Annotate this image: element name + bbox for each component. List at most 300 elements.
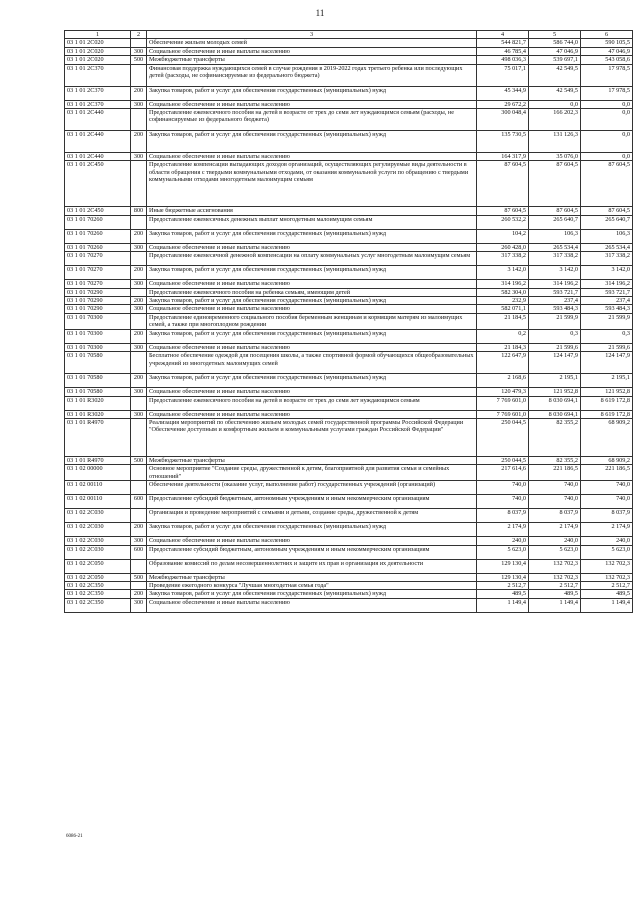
cell-value-2023: 240,0 [581,537,633,545]
cell-name: Предоставление ежемесячного пособия на детей в возрасте от трех до семи лет нуждающимся семьям [147,396,477,410]
cell-value-2023: 8 619 172,8 [581,396,633,410]
cell-type: 300 [131,343,147,351]
cell-value-2022: 35 076,0 [529,153,581,161]
cell-value-2022: 47 046,9 [529,47,581,55]
cell-value-2021: 0,2 [477,329,529,343]
cell-value-2023: 124 147,9 [581,352,633,374]
cell-code: 03 1 02 2C350 [65,581,131,589]
cell-name: Образование комиссий по делам несовершеннолетних и защите их прав и организация их деятельности [147,559,477,573]
cell-value-2022: 593 484,3 [529,305,581,313]
cell-name: Социальное обеспечение и иные выплаты населению [147,153,477,161]
cell-name: Предоставление субсидий бюджетным, автономным учреждениям и иным некоммерческим организациям [147,545,477,559]
table-row [65,465,633,481]
cell-code: 03 1 01 70260 [65,215,131,229]
cell-code: 03 1 01 2C370 [65,100,131,108]
cell-type: 200 [131,329,147,343]
cell-name: Обеспечение деятельности (оказание услуг, выполнение работ) государственных учреждений (организаций) [147,481,477,495]
cell-type [131,352,147,374]
cell-type: 300 [131,47,147,55]
cell-code: 03 1 01 2C370 [65,64,131,86]
cell-name: Закупка товаров, работ и услуг для обеспечения государственных (муниципальных) нужд [147,590,477,598]
cell-type: 200 [131,131,147,153]
table-row [65,280,633,288]
cell-name: Социальное обеспечение и иные выплаты населению [147,47,477,55]
cell-value-2021: 317 338,2 [477,252,529,266]
cell-code: 03 1 01 R4970 [65,418,131,456]
cell-value-2022: 87 604,5 [529,161,581,207]
cell-value-2022: 237,4 [529,297,581,305]
table-row [65,456,633,464]
cell-value-2023: 87 604,5 [581,161,633,207]
cell-type [131,509,147,523]
cell-code: 03 1 02 2C030 [65,545,131,559]
cell-code: 03 1 02 2C050 [65,573,131,581]
cell-value-2021: 87 604,5 [477,161,529,207]
cell-value-2022: 740,0 [529,495,581,509]
cell-type: 300 [131,100,147,108]
table-row [65,288,633,296]
cell-type: 300 [131,537,147,545]
column-header: 3 [147,31,477,39]
table-row [65,573,633,581]
table-body [65,39,633,612]
cell-type: 200 [131,374,147,388]
table-row [65,495,633,509]
cell-value-2021: 87 604,5 [477,207,529,215]
cell-name: Обеспечение жильем молодых семей [147,39,477,47]
cell-value-2023: 0,3 [581,329,633,343]
cell-type: 200 [131,297,147,305]
cell-value-2022: 314 196,2 [529,280,581,288]
cell-type: 300 [131,598,147,612]
cell-value-2023: 5 623,0 [581,545,633,559]
cell-code: 03 1 01 2C440 [65,109,131,131]
cell-value-2022: 240,0 [529,537,581,545]
cell-name: Финансовая поддержка нуждающихся семей в случае рождения в 2019-2022 годах третьего ребенка или последующих детей (расходы, не софинансируемые из федерального бюджета) [147,64,477,86]
cell-value-2023: 221 186,5 [581,465,633,481]
column-header: 5 [529,31,581,39]
table-row [65,388,633,396]
cell-name: Закупка товаров, работ и услуг для обеспечения государственных (муниципальных) нужд [147,266,477,280]
cell-value-2023: 543 058,6 [581,56,633,64]
cell-value-2023: 47 046,9 [581,47,633,55]
cell-type [131,465,147,481]
cell-code: 03 1 01 70300 [65,343,131,351]
cell-value-2021: 129 130,4 [477,559,529,573]
cell-type [131,581,147,589]
cell-code: 03 1 02 2C030 [65,523,131,537]
cell-value-2023: 590 105,5 [581,39,633,47]
cell-name: Социальное обеспечение и иные выплаты населению [147,410,477,418]
cell-value-2022: 586 744,0 [529,39,581,47]
cell-code: 03 1 01 R3020 [65,396,131,410]
column-header: 1 [65,31,131,39]
cell-value-2023: 593 484,3 [581,305,633,313]
cell-name: Межбюджетные трансферты [147,573,477,581]
cell-value-2022: 82 355,2 [529,456,581,464]
cell-value-2021: 3 142,0 [477,266,529,280]
cell-value-2021: 240,0 [477,537,529,545]
cell-name: Закупка товаров, работ и услуг для обеспечения государственных (муниципальных) нужд [147,86,477,100]
cell-name: Социальное обеспечение и иные выплаты населению [147,598,477,612]
cell-type: 200 [131,86,147,100]
cell-code: 03 1 01 70580 [65,388,131,396]
table-row [65,109,633,131]
cell-name: Социальное обеспечение и иные выплаты населению [147,537,477,545]
cell-value-2022: 2 512,7 [529,581,581,589]
table-row [65,56,633,64]
cell-name: Предоставление ежемесячных денежных выплат многодетным малоимущим семьям [147,215,477,229]
cell-name: Межбюджетные трансферты [147,56,477,64]
cell-value-2023: 1 149,4 [581,598,633,612]
cell-code: 03 1 01 70580 [65,352,131,374]
cell-value-2021: 2 174,9 [477,523,529,537]
cell-value-2023: 2 512,7 [581,581,633,589]
cell-value-2021: 7 769 601,0 [477,396,529,410]
cell-value-2021: 129 130,4 [477,573,529,581]
cell-code: 03 1 01 70260 [65,243,131,251]
cell-value-2021: 250 044,5 [477,418,529,456]
cell-type: 200 [131,229,147,243]
cell-name: Закупка товаров, работ и услуг для обеспечения государственных (муниципальных) нужд [147,229,477,243]
cell-value-2021: 45 344,9 [477,86,529,100]
table-row [65,161,633,207]
table-row [65,481,633,495]
cell-value-2021: 300 048,4 [477,109,529,131]
cell-value-2022: 82 355,2 [529,418,581,456]
table-row [65,590,633,598]
cell-value-2021: 75 017,1 [477,64,529,86]
cell-code: 03 1 02 2C030 [65,537,131,545]
table-row [65,305,633,313]
table-row [65,47,633,55]
cell-type: 200 [131,266,147,280]
cell-type [131,418,147,456]
cell-value-2021: 120 479,3 [477,388,529,396]
cell-type [131,109,147,131]
cell-type: 500 [131,56,147,64]
cell-value-2022: 132 702,3 [529,559,581,573]
cell-value-2022: 42 549,5 [529,86,581,100]
cell-type [131,396,147,410]
cell-value-2021: 8 037,9 [477,509,529,523]
table-row [65,559,633,573]
cell-value-2023: 2 174,9 [581,523,633,537]
cell-code: 03 1 02 00110 [65,495,131,509]
cell-value-2023: 106,3 [581,229,633,243]
cell-type: 300 [131,153,147,161]
cell-value-2021: 740,0 [477,481,529,495]
cell-name: Предоставление компенсации выпадающих доходов организаций, осуществляющих регулируемые виды деятельности в области обращения с твердыми коммунальными отходами, от оказания коммунальной услуги по обращению с твердыми коммунальными отходами многодетным малоимущим семьям [147,161,477,207]
cell-type [131,559,147,573]
table-row [65,396,633,410]
cell-value-2022: 593 721,7 [529,288,581,296]
table-row [65,523,633,537]
cell-name: Реализация мероприятий по обеспечению жильем молодых семей государственной программы Российской Федерации "Обеспечение доступным и комфортным жильем и коммунальными услугами граждан Российской Федерации" [147,418,477,456]
table-row [65,509,633,523]
cell-value-2023: 0,0 [581,153,633,161]
table-row [65,343,633,351]
cell-type [131,39,147,47]
cell-value-2023: 237,4 [581,297,633,305]
cell-value-2022: 265 534,4 [529,243,581,251]
cell-value-2023: 0,0 [581,109,633,131]
cell-value-2023: 740,0 [581,481,633,495]
table-row [65,581,633,589]
table-row [65,153,633,161]
cell-type [131,252,147,266]
cell-name: Социальное обеспечение и иные выплаты населению [147,243,477,251]
cell-name: Организация и проведение мероприятий с семьями и детьми, создание среды, дружественной к детям [147,509,477,523]
cell-name: Социальное обеспечение и иные выплаты населению [147,100,477,108]
cell-code: 03 1 01 70580 [65,374,131,388]
cell-code: 03 1 01 2C370 [65,86,131,100]
cell-value-2022: 132 702,3 [529,573,581,581]
table-row [65,243,633,251]
table-row [65,297,633,305]
cell-type: 600 [131,545,147,559]
cell-code: 03 1 02 00000 [65,465,131,481]
cell-value-2021: 29 672,2 [477,100,529,108]
cell-code: 03 1 01 70260 [65,229,131,243]
cell-type [131,313,147,329]
cell-name: Закупка товаров, работ и услуг для обеспечения государственных (муниципальных) нужд [147,131,477,153]
cell-value-2021: 582 304,0 [477,288,529,296]
cell-value-2023: 8 619 172,8 [581,410,633,418]
header-row [65,31,633,39]
cell-code: 03 1 01 2C450 [65,161,131,207]
cell-code: 03 1 01 70270 [65,266,131,280]
table-row [65,207,633,215]
table-row [65,545,633,559]
cell-name: Закупка товаров, работ и услуг для обеспечения государственных (муниципальных) нужд [147,523,477,537]
column-header: 6 [581,31,633,39]
budget-table [64,30,633,613]
document-code: 6086-21 [66,834,83,839]
table-row [65,537,633,545]
cell-value-2023: 265 534,4 [581,243,633,251]
cell-value-2021: 21 184,5 [477,313,529,329]
cell-type: 300 [131,410,147,418]
cell-type [131,215,147,229]
cell-value-2021: 544 821,7 [477,39,529,47]
cell-value-2022: 121 952,8 [529,388,581,396]
table-row [65,410,633,418]
cell-type: 200 [131,523,147,537]
cell-code: 03 1 01 70270 [65,280,131,288]
cell-value-2022: 0,3 [529,329,581,343]
cell-value-2022: 131 126,3 [529,131,581,153]
cell-value-2022: 21 599,9 [529,313,581,329]
cell-value-2023: 314 196,2 [581,280,633,288]
cell-code: 03 1 01 2C020 [65,56,131,64]
cell-name: Межбюджетные трансферты [147,456,477,464]
cell-type: 200 [131,590,147,598]
cell-code: 03 1 01 70290 [65,288,131,296]
cell-name: Социальное обеспечение и иные выплаты населению [147,280,477,288]
cell-value-2021: 2 512,7 [477,581,529,589]
cell-type [131,64,147,86]
column-header: 2 [131,31,147,39]
cell-value-2023: 68 909,2 [581,456,633,464]
cell-type: 300 [131,280,147,288]
cell-code: 03 1 01 70300 [65,329,131,343]
cell-name: Социальное обеспечение и иные выплаты населению [147,388,477,396]
cell-value-2022: 2 174,9 [529,523,581,537]
cell-code: 03 1 01 2C450 [65,207,131,215]
cell-value-2021: 314 196,2 [477,280,529,288]
cell-type: 800 [131,207,147,215]
cell-code: 03 1 02 2C030 [65,509,131,523]
cell-name: Предоставление ежемесячной денежной компенсации на оплату коммунальных услуг многодетным малоимущим семьям [147,252,477,266]
cell-value-2023: 0,0 [581,131,633,153]
cell-value-2023: 740,0 [581,495,633,509]
cell-name: Социальное обеспечение и иные выплаты населению [147,305,477,313]
cell-type: 600 [131,495,147,509]
cell-value-2021: 260 532,2 [477,215,529,229]
cell-code: 03 1 01 2C440 [65,153,131,161]
cell-value-2021: 164 317,9 [477,153,529,161]
cell-value-2021: 1 149,4 [477,598,529,612]
cell-value-2021: 489,5 [477,590,529,598]
cell-name: Иные бюджетные ассигнования [147,207,477,215]
cell-code: 03 1 02 00110 [65,481,131,495]
cell-value-2022: 265 640,7 [529,215,581,229]
cell-value-2023: 21 599,9 [581,313,633,329]
cell-code: 03 1 02 2C350 [65,598,131,612]
table-row [65,131,633,153]
cell-type: 300 [131,305,147,313]
cell-name: Предоставление единовременного социального пособия беременным женщинам и кормящим матерям из малоимущих семей, а также при многоплодном рождении [147,313,477,329]
cell-type [131,161,147,207]
table-row [65,215,633,229]
cell-value-2021: 21 184,3 [477,343,529,351]
cell-value-2023: 265 640,7 [581,215,633,229]
cell-value-2021: 740,0 [477,495,529,509]
cell-code: 03 1 01 70290 [65,297,131,305]
cell-value-2022: 539 697,1 [529,56,581,64]
cell-name: Бесплатное обеспечение одеждой для посещения школы, а также спортивной формой обучающихся общеобразовательных учреждений из многодетных малоимущих семей [147,352,477,374]
cell-value-2022: 21 599,6 [529,343,581,351]
cell-value-2022: 317 338,2 [529,252,581,266]
cell-value-2021: 2 168,6 [477,374,529,388]
cell-value-2023: 121 952,8 [581,388,633,396]
cell-value-2021: 498 036,3 [477,56,529,64]
cell-code: 03 1 01 70290 [65,305,131,313]
cell-value-2022: 42 549,5 [529,64,581,86]
cell-code: 03 1 01 70300 [65,313,131,329]
table-row [65,598,633,612]
cell-name: Предоставление субсидий бюджетным, автономным учреждениям и иным некоммерческим организациям [147,495,477,509]
cell-value-2023: 68 909,2 [581,418,633,456]
cell-value-2023: 489,5 [581,590,633,598]
cell-code: 03 1 01 2C020 [65,39,131,47]
cell-name: Закупка товаров, работ и услуг для обеспечения государственных (муниципальных) нужд [147,374,477,388]
cell-value-2021: 7 769 601,0 [477,410,529,418]
cell-value-2022: 124 147,9 [529,352,581,374]
table-row [65,229,633,243]
cell-value-2022: 8 030 694,1 [529,410,581,418]
cell-value-2021: 122 647,9 [477,352,529,374]
cell-value-2021: 217 614,6 [477,465,529,481]
cell-value-2023: 2 195,1 [581,374,633,388]
cell-value-2021: 135 730,5 [477,131,529,153]
cell-type: 300 [131,243,147,251]
cell-value-2023: 8 037,9 [581,509,633,523]
table-row [65,313,633,329]
cell-value-2022: 740,0 [529,481,581,495]
cell-value-2022: 8 030 694,1 [529,396,581,410]
cell-value-2023: 17 978,5 [581,86,633,100]
cell-value-2021: 582 071,1 [477,305,529,313]
table-row [65,39,633,47]
cell-value-2023: 132 702,3 [581,559,633,573]
cell-code: 03 1 02 2C050 [65,559,131,573]
cell-type: 500 [131,573,147,581]
page-number: 11 [315,8,325,18]
cell-code: 03 1 01 70270 [65,252,131,266]
cell-code: 03 1 02 2C350 [65,590,131,598]
cell-type: 300 [131,388,147,396]
cell-value-2023: 21 599,6 [581,343,633,351]
cell-value-2022: 2 195,1 [529,374,581,388]
cell-value-2022: 3 142,0 [529,266,581,280]
cell-code: 03 1 01 R4970 [65,456,131,464]
table-row [65,266,633,280]
cell-type: 500 [131,456,147,464]
cell-name: Предоставление ежемесячного пособия на детей в возрасте от трех до семи лет нуждающимся семьям (расходы, не софинансируемые из федерального бюджета) [147,109,477,131]
cell-value-2023: 3 142,0 [581,266,633,280]
cell-value-2023: 87 604,5 [581,207,633,215]
table-row [65,374,633,388]
cell-code: 03 1 01 R3020 [65,410,131,418]
table-row [65,329,633,343]
column-header: 4 [477,31,529,39]
cell-value-2023: 593 721,7 [581,288,633,296]
cell-type [131,481,147,495]
table-row [65,86,633,100]
table-row [65,64,633,86]
cell-name: Основное мероприятие "Создание среды, дружественной к детям, благоприятной для развития семьи и семейных отношений" [147,465,477,481]
cell-value-2022: 166 202,3 [529,109,581,131]
cell-name: Социальное обеспечение и иные выплаты населению [147,343,477,351]
cell-value-2021: 260 428,0 [477,243,529,251]
cell-value-2022: 5 623,0 [529,545,581,559]
cell-code: 03 1 01 2C020 [65,47,131,55]
cell-value-2021: 5 623,0 [477,545,529,559]
cell-value-2021: 104,2 [477,229,529,243]
table-row [65,252,633,266]
cell-value-2022: 489,5 [529,590,581,598]
cell-name: Проведение ежегодного конкурса "Лучшая многодетная семья года" [147,581,477,589]
cell-type [131,288,147,296]
table-row [65,100,633,108]
cell-value-2023: 317 338,2 [581,252,633,266]
cell-value-2023: 17 978,5 [581,64,633,86]
cell-value-2022: 87 604,5 [529,207,581,215]
cell-value-2021: 250 044,5 [477,456,529,464]
table-row [65,352,633,374]
cell-name: Предоставление ежемесячного пособия на ребенка семьям, имеющим детей [147,288,477,296]
cell-name: Закупка товаров, работ и услуг для обеспечения государственных (муниципальных) нужд [147,297,477,305]
cell-value-2022: 221 186,5 [529,465,581,481]
cell-value-2022: 1 149,4 [529,598,581,612]
cell-value-2022: 8 037,9 [529,509,581,523]
cell-name: Закупка товаров, работ и услуг для обеспечения государственных (муниципальных) нужд [147,329,477,343]
cell-value-2023: 132 702,3 [581,573,633,581]
cell-value-2021: 232,9 [477,297,529,305]
cell-value-2022: 0,0 [529,100,581,108]
